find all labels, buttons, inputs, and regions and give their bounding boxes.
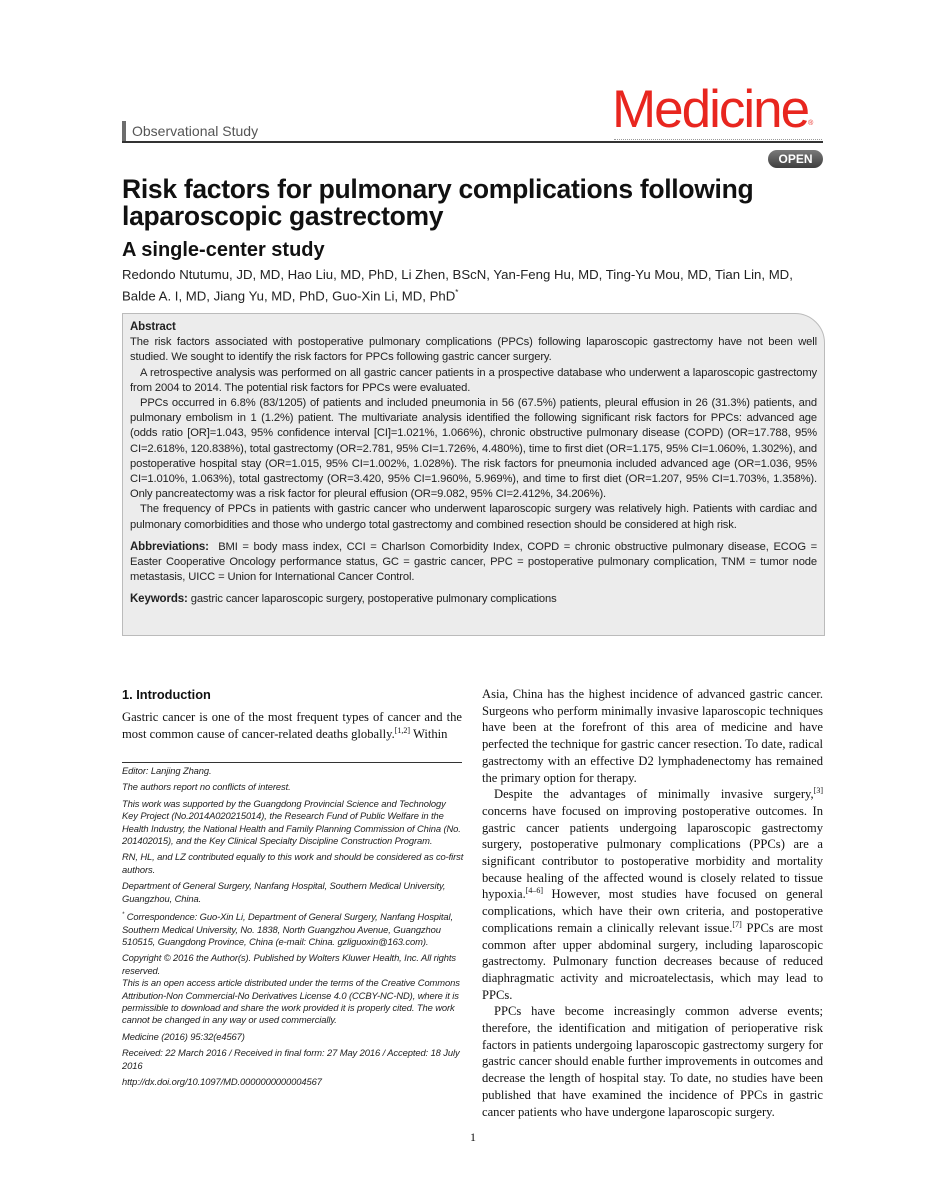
citation-ref[interactable]: [3] [813, 786, 823, 796]
abstract-paragraph: The frequency of PPCs in patients with gastric cancer who underwent laparoscopic surgery was relatively high. Patients with cardiac and pulmonary comorbidities and those who undergo total gastrectomy and combined resection should be considered at high risk. [130, 503, 817, 531]
abstract-paragraph: The risk factors associated with postoperative pulmonary complications (PPCs) following laparoscopic gastrectomy have not been well studied. We sought to identify the risk factors for PPCs following gastric cancer surgery. [130, 336, 817, 364]
open-access-badge: OPEN [768, 150, 823, 168]
registered-mark: ® [808, 120, 814, 127]
body-text: concerns have focused on improving postoperative outcomes. In gastric cancer patients undergoing laparoscopic gastrectomy surgery, postoperative pulmonary complications (PPCs) are a significant contributor to postoperative morbidity and mortality because healing of the affected wound is closely related to tissue hypoxia. [482, 803, 823, 902]
body-text: Within [410, 726, 448, 741]
footnotes [122, 765, 464, 1092]
correspondence-mark: * [122, 912, 125, 919]
journal-logo-text: Medicine [612, 80, 809, 139]
doi-link[interactable]: http://dx.doi.org/10.1097/MD.0000000000004567 [122, 1076, 322, 1088]
article-type-label: Observational Study [122, 121, 258, 141]
authors-text: Redondo Ntutumu, JD, MD, Hao Liu, MD, PhD, Li Zhen, BScN, Yan-Feng Hu, MD, Ting-Yu Mou, MD, Tian Lin, MD, Balde A. I, MD, Jiang Yu, MD, PhD, Guo-Xin Li, MD, PhD [122, 267, 793, 304]
footnote-department: Department of General Surgery, Nanfang Hospital, Southern Medical University, Guangzhou, China. [122, 880, 446, 904]
footnote-citation: Medicine (2016) 95:32(e4567) [122, 1030, 245, 1042]
keywords-label: Keywords: [130, 593, 188, 606]
abstract-paragraph: A retrospective analysis was performed on all gastric cancer patients in a prospective database who underwent a laparoscopic gastrectomy from 2004 to 2014. The potential risk factors for PPCs were evaluated. [130, 366, 817, 394]
body-paragraph: PPCs have become increasingly common adverse events; therefore, the identification and mitigation of perioperative risk factors in patients undergoing laparoscopic gastrectomy surgery for gastric cancer should enable further improvements in outcomes and decrease the length of hospital stay. To date, no studies have been published that have examined the incidence of PPCs in gastric cancer patients who have undergone laparoscopic surgery. [482, 1004, 823, 1119]
journal-logo [612, 80, 813, 140]
correspondence-text: Correspondence: Guo-Xin Li, Department of General Surgery, Nanfang Hospital, Southern Medical University, No. 1838, North Guangzhou Avenue, Guangzhou 510515, Guangdong Province, China (e-mail: China. gzliguoxin@163.com). [122, 911, 454, 947]
footnote-editor: Editor: Lanjing Zhang. [122, 765, 212, 776]
body-paragraph [482, 786, 823, 1003]
corresponding-mark: * [455, 288, 459, 297]
citation-ref[interactable]: [1,2] [394, 725, 411, 735]
abbreviations [130, 540, 817, 586]
footnote-dates: Received: 22 March 2016 / Received in final form: 27 May 2016 / Accepted: 18 July 2016 [122, 1047, 460, 1071]
abbreviations-text: BMI = body mass index, CCI = Charlson Comorbidity Index, COPD = chronic obstructive pulmonary disease, ECOG = Easter Cooperative Oncology performance status, GC = gastric cancer, PPC = postoperative pulmonary complication, TNM = tumor node metastasis, UICC = Union for International Cancer Control. [130, 540, 817, 584]
body-text: Gastric cancer is one of the most frequent types of cancer and the most common cause of cancer-related deaths globally. [122, 710, 462, 741]
abstract-paragraph: PPCs occurred in 6.8% (83/1205) of patients and included pneumonia in 56 (67.5%) patients, pleural effusion in 26 (31.3%) patients, and pulmonary embolism in 1 (1.2%) patient. The multivariate analysis identified the following significant risk factors for PPCs: advanced age (odds ratio [OR]=1.043, 95% confidence interval [CI]=1.021%, 1.066%), chronic obstructive pulmonary disease (COPD) (OR=17.788, 95% CI=2.618%, 120.838%), total gastrectomy (OR=2.781, 95% CI=1.726%, 4.480%), time to first diet (OR=1.175, 95% CI=1.060%, 1.302%), and postoperative hospital stay (OR=1.015, 95% CI=1.002%, 1.028%). The risk factors for pneumonia included advanced age (OR=1.036, 95% CI=1.010%, 1.063%), total gastrectomy (OR=3.420, 95% CI=1.960%, 5.969%), and time to first diet (OR=1.207, 95% CI=1.703%, 1.358%). Only pancreatectomy was a risk factor for pleural effusion (OR=9.082, 95% CI=2.412%, 34.206%). [130, 397, 817, 501]
body-text: Despite the advantages of minimally invasive surgery, [494, 787, 814, 802]
footnote-divider [122, 762, 462, 763]
right-column [482, 686, 823, 1120]
header-divider [122, 141, 823, 143]
abstract-box [122, 313, 825, 636]
footnote-conflicts: The authors report no conflicts of interest. [122, 781, 291, 793]
body-paragraph [122, 709, 462, 742]
footnote-license: This is an open access article distributed under the terms of the Creative Commons Attribution-Non Commercial-No Derivatives License 4.0 (CCBY-NC-ND), where it is permissible to download and share the work provided it is properly cited. The work cannot be changed in any way or used commercially. [122, 977, 460, 1026]
body-paragraph: Asia, China has the highest incidence of advanced gastric cancer. Surgeons who perform minimally invasive laparoscopic techniques have been at the forefront of this area of medicine and have perfected the technique for gastric cancer resection. To date, radical gastrectomy with an effective D2 lymphadenectomy has remained the primary option for therapy. [482, 687, 823, 785]
keywords [130, 592, 817, 607]
abstract-heading: Abstract [130, 321, 176, 333]
section-heading: 1. Introduction [122, 687, 211, 702]
footnote-copyright: Copyright © 2016 the Author(s). Published by Wolters Kluwer Health, Inc. All rights reserved. [122, 952, 457, 976]
citation-ref[interactable]: [4–6] [525, 886, 544, 896]
article-title: Risk factors for pulmonary complications following laparoscopic gastrectomy [122, 174, 754, 231]
page-number: 1 [470, 1130, 476, 1144]
footnote-funding: This work was supported by the Guangdong Provincial Science and Technology Key Project (No.2014A020215014), the Research Fund of Public Welfare in the Health Industry, the National Health and Family Planning Commission of China (No. 201402015), and the Key Clinical Specialty Discipline Construction Program. [122, 797, 461, 847]
logo-underline [614, 139, 822, 140]
keywords-text: gastric cancer laparoscopic surgery, postoperative pulmonary complications [190, 593, 557, 606]
body-text: PPCs are most common after upper abdominal surgery, including laparoscopic gastrectomy. Pulmonary function decreases because of reduced diaphragmatic activity and microatelectasis, which may lead to PPCs. [482, 920, 823, 1002]
citation-ref[interactable]: [7] [732, 919, 742, 929]
author-list [122, 266, 822, 305]
footnote-contribution: RN, HL, and LZ contributed equally to this work and should be considered as co-first authors. [122, 851, 464, 875]
body-text: However, most studies have focused on general complications, which have their own criteria, and postoperative complications remain a clinically relevant issue. [482, 887, 823, 935]
abbreviations-label: Abbreviations: [130, 540, 209, 553]
article-subtitle: A single-center study [122, 239, 325, 261]
left-column [122, 709, 462, 742]
footnote-correspondence [122, 909, 464, 948]
